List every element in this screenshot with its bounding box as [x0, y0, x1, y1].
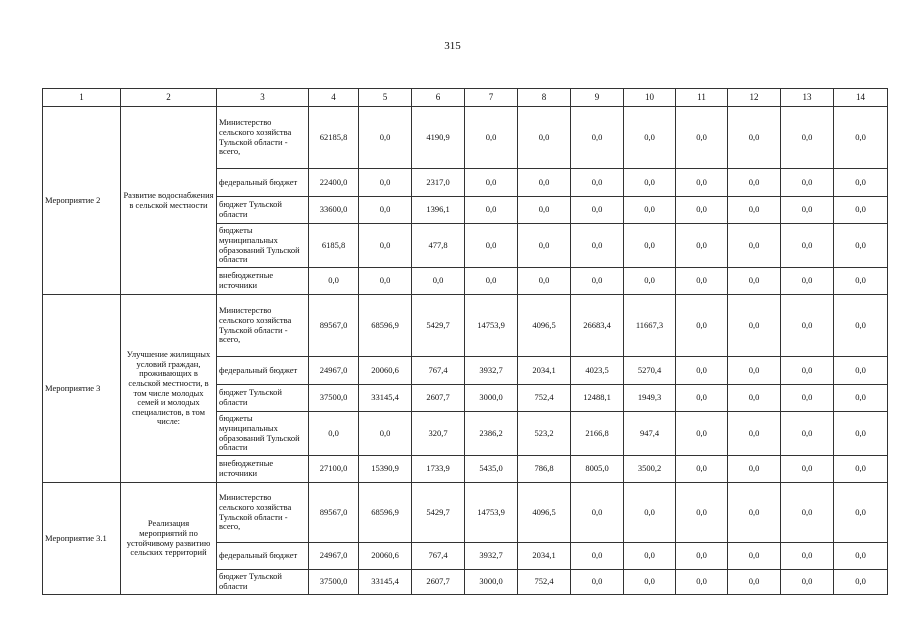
value-cell: 5435,0 [465, 456, 518, 483]
value-cell: 0,0 [571, 268, 624, 295]
value-cell: 0,0 [834, 385, 888, 412]
header-cell: 11 [676, 89, 728, 107]
value-cell: 0,0 [834, 169, 888, 197]
value-cell: 0,0 [728, 169, 781, 197]
value-cell: 0,0 [624, 107, 676, 169]
event-cell: Мероприятие 3.1 [43, 483, 121, 595]
value-cell: 0,0 [781, 268, 834, 295]
value-cell: 1949,3 [624, 385, 676, 412]
value-cell: 0,0 [676, 412, 728, 456]
value-cell: 0,0 [624, 570, 676, 595]
source-cell: внебюджетные источники [217, 268, 309, 295]
value-cell: 2386,2 [465, 412, 518, 456]
value-cell: 0,0 [412, 268, 465, 295]
header-cell: 14 [834, 89, 888, 107]
value-cell: 0,0 [571, 197, 624, 224]
value-cell: 5270,4 [624, 357, 676, 385]
value-cell: 0,0 [465, 169, 518, 197]
value-cell: 2607,7 [412, 570, 465, 595]
value-cell: 320,7 [412, 412, 465, 456]
value-cell: 0,0 [781, 412, 834, 456]
value-cell: 477,8 [412, 224, 465, 268]
value-cell: 0,0 [676, 357, 728, 385]
value-cell: 33600,0 [309, 197, 359, 224]
value-cell: 2034,1 [518, 543, 571, 570]
value-cell: 62185,8 [309, 107, 359, 169]
value-cell: 0,0 [728, 197, 781, 224]
value-cell: 0,0 [834, 224, 888, 268]
header-cell: 13 [781, 89, 834, 107]
description-cell: Реализация мероприятий по устойчивому развитию сельских территорий [121, 483, 217, 595]
value-cell: 0,0 [781, 224, 834, 268]
value-cell: 2317,0 [412, 169, 465, 197]
value-cell: 0,0 [676, 385, 728, 412]
value-cell: 0,0 [676, 295, 728, 357]
event-cell: Мероприятие 2 [43, 107, 121, 295]
header-cell: 9 [571, 89, 624, 107]
value-cell: 0,0 [359, 169, 412, 197]
source-cell: федеральный бюджет [217, 357, 309, 385]
value-cell: 0,0 [728, 107, 781, 169]
source-cell: Министерство сельского хозяйства Тульской области - всего, [217, 107, 309, 169]
value-cell: 3932,7 [465, 357, 518, 385]
value-cell: 0,0 [624, 543, 676, 570]
source-cell: бюджет Тульской области [217, 197, 309, 224]
value-cell: 5429,7 [412, 295, 465, 357]
value-cell: 0,0 [728, 570, 781, 595]
value-cell: 0,0 [676, 483, 728, 543]
value-cell: 0,0 [781, 456, 834, 483]
value-cell: 0,0 [676, 224, 728, 268]
value-cell: 0,0 [728, 357, 781, 385]
value-cell: 24967,0 [309, 543, 359, 570]
value-cell: 0,0 [624, 268, 676, 295]
value-cell: 68596,9 [359, 295, 412, 357]
value-cell: 0,0 [781, 570, 834, 595]
value-cell: 12488,1 [571, 385, 624, 412]
description-cell: Развитие водоснабжения в сельской местности [121, 107, 217, 295]
value-cell: 0,0 [834, 483, 888, 543]
value-cell: 4023,5 [571, 357, 624, 385]
value-cell: 523,2 [518, 412, 571, 456]
value-cell: 0,0 [728, 543, 781, 570]
value-cell: 0,0 [571, 543, 624, 570]
value-cell: 0,0 [465, 107, 518, 169]
value-cell: 24967,0 [309, 357, 359, 385]
source-cell: федеральный бюджет [217, 543, 309, 570]
value-cell: 33145,4 [359, 570, 412, 595]
value-cell: 0,0 [465, 197, 518, 224]
value-cell: 0,0 [518, 197, 571, 224]
description-cell: Улучшение жилищных условий граждан, проживающих в сельской местности, в том числе молодых семей и молодых специалистов, в том числе: [121, 295, 217, 483]
value-cell: 0,0 [624, 224, 676, 268]
value-cell: 26683,4 [571, 295, 624, 357]
value-cell: 0,0 [834, 570, 888, 595]
value-cell: 2034,1 [518, 357, 571, 385]
value-cell: 0,0 [834, 107, 888, 169]
source-cell: бюджет Тульской области [217, 570, 309, 595]
value-cell: 0,0 [309, 412, 359, 456]
value-cell: 3932,7 [465, 543, 518, 570]
value-cell: 0,0 [676, 268, 728, 295]
value-cell: 0,0 [728, 385, 781, 412]
value-cell: 0,0 [571, 169, 624, 197]
event-cell: Мероприятие 3 [43, 295, 121, 483]
value-cell: 0,0 [676, 169, 728, 197]
value-cell: 0,0 [781, 169, 834, 197]
value-cell: 27100,0 [309, 456, 359, 483]
value-cell: 5429,7 [412, 483, 465, 543]
value-cell: 0,0 [571, 107, 624, 169]
value-cell: 0,0 [571, 483, 624, 543]
value-cell: 0,0 [781, 543, 834, 570]
value-cell: 14753,9 [465, 295, 518, 357]
value-cell: 0,0 [834, 412, 888, 456]
value-cell: 0,0 [465, 224, 518, 268]
value-cell: 1733,9 [412, 456, 465, 483]
value-cell: 4096,5 [518, 483, 571, 543]
value-cell: 0,0 [571, 570, 624, 595]
value-cell: 0,0 [518, 107, 571, 169]
value-cell: 0,0 [781, 197, 834, 224]
source-cell: бюджет Тульской области [217, 385, 309, 412]
value-cell: 0,0 [624, 483, 676, 543]
value-cell: 0,0 [834, 295, 888, 357]
header-row [43, 89, 888, 107]
value-cell: 1396,1 [412, 197, 465, 224]
header-cell: 2 [121, 89, 217, 107]
value-cell: 752,4 [518, 570, 571, 595]
value-cell: 4190,9 [412, 107, 465, 169]
value-cell: 767,4 [412, 543, 465, 570]
value-cell: 0,0 [359, 412, 412, 456]
value-cell: 0,0 [834, 456, 888, 483]
value-cell: 0,0 [465, 268, 518, 295]
value-cell: 2166,8 [571, 412, 624, 456]
value-cell: 0,0 [676, 197, 728, 224]
value-cell: 786,8 [518, 456, 571, 483]
value-cell: 0,0 [359, 107, 412, 169]
value-cell: 0,0 [676, 570, 728, 595]
header-cell: 6 [412, 89, 465, 107]
value-cell: 0,0 [309, 268, 359, 295]
page-number: 315 [444, 40, 461, 52]
value-cell: 0,0 [518, 268, 571, 295]
value-cell: 0,0 [728, 295, 781, 357]
value-cell: 0,0 [359, 224, 412, 268]
value-cell: 37500,0 [309, 570, 359, 595]
value-cell: 0,0 [359, 268, 412, 295]
table-row [43, 295, 888, 357]
header-cell: 5 [359, 89, 412, 107]
value-cell: 767,4 [412, 357, 465, 385]
value-cell: 0,0 [781, 357, 834, 385]
value-cell: 0,0 [676, 107, 728, 169]
table-row [43, 107, 888, 169]
value-cell: 8005,0 [571, 456, 624, 483]
table-row [43, 483, 888, 543]
value-cell: 0,0 [728, 224, 781, 268]
value-cell: 89567,0 [309, 483, 359, 543]
value-cell: 0,0 [624, 169, 676, 197]
value-cell: 0,0 [676, 456, 728, 483]
header-cell: 12 [728, 89, 781, 107]
value-cell: 0,0 [728, 483, 781, 543]
source-cell: Министерство сельского хозяйства Тульской области - всего, [217, 295, 309, 357]
source-cell: Министерство сельского хозяйства Тульской области - всего, [217, 483, 309, 543]
value-cell: 0,0 [728, 456, 781, 483]
value-cell: 0,0 [571, 224, 624, 268]
header-cell: 1 [43, 89, 121, 107]
value-cell: 15390,9 [359, 456, 412, 483]
value-cell: 3000,0 [465, 570, 518, 595]
value-cell: 947,4 [624, 412, 676, 456]
value-cell: 0,0 [624, 197, 676, 224]
value-cell: 0,0 [676, 543, 728, 570]
budget-table [42, 88, 888, 595]
value-cell: 0,0 [518, 169, 571, 197]
value-cell: 22400,0 [309, 169, 359, 197]
value-cell: 68596,9 [359, 483, 412, 543]
value-cell: 4096,5 [518, 295, 571, 357]
value-cell: 3500,2 [624, 456, 676, 483]
value-cell: 0,0 [781, 107, 834, 169]
value-cell: 0,0 [834, 357, 888, 385]
value-cell: 33145,4 [359, 385, 412, 412]
value-cell: 3000,0 [465, 385, 518, 412]
value-cell: 0,0 [728, 412, 781, 456]
source-cell: внебюджетные источники [217, 456, 309, 483]
header-cell: 10 [624, 89, 676, 107]
value-cell: 20060,6 [359, 543, 412, 570]
value-cell: 0,0 [359, 197, 412, 224]
value-cell: 0,0 [781, 483, 834, 543]
value-cell: 37500,0 [309, 385, 359, 412]
value-cell: 752,4 [518, 385, 571, 412]
value-cell: 0,0 [834, 197, 888, 224]
header-cell: 8 [518, 89, 571, 107]
value-cell: 14753,9 [465, 483, 518, 543]
value-cell: 6185,8 [309, 224, 359, 268]
value-cell: 0,0 [834, 543, 888, 570]
header-cell: 3 [217, 89, 309, 107]
header-cell: 7 [465, 89, 518, 107]
source-cell: федеральный бюджет [217, 169, 309, 197]
value-cell: 11667,3 [624, 295, 676, 357]
value-cell: 0,0 [728, 268, 781, 295]
source-cell: бюджеты муниципальных образований Тульской области [217, 224, 309, 268]
source-cell: бюджеты муниципальных образований Тульской области [217, 412, 309, 456]
value-cell: 0,0 [781, 295, 834, 357]
value-cell: 89567,0 [309, 295, 359, 357]
value-cell: 0,0 [518, 224, 571, 268]
value-cell: 0,0 [781, 385, 834, 412]
value-cell: 20060,6 [359, 357, 412, 385]
value-cell: 0,0 [834, 268, 888, 295]
header-cell: 4 [309, 89, 359, 107]
value-cell: 2607,7 [412, 385, 465, 412]
